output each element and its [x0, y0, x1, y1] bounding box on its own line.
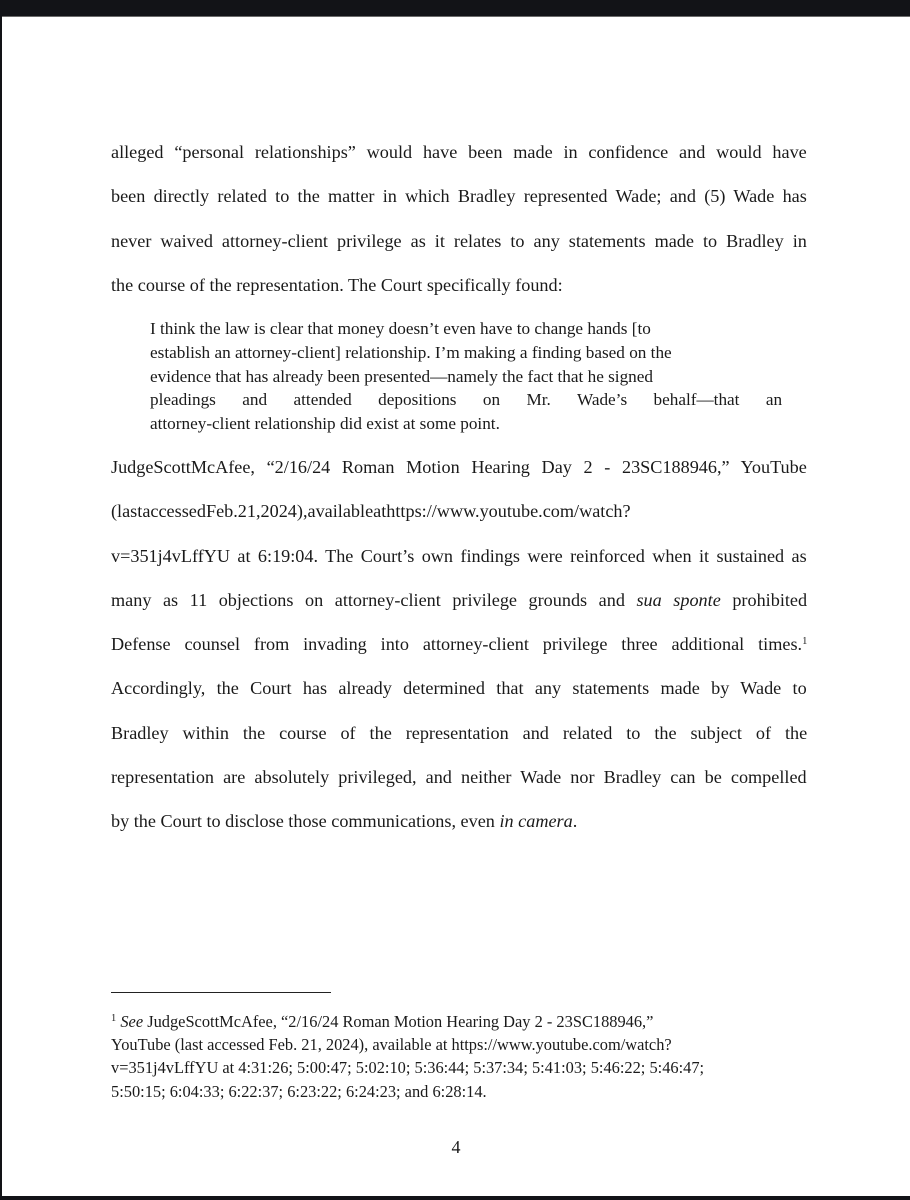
text-line-justified [111, 489, 807, 533]
text-line: alleged “personal relationships” would have been made in confidence and would have [111, 142, 807, 162]
word: 21, [237, 501, 261, 522]
text-run: by the Court to disclose those communications, even [111, 811, 500, 832]
text-line [111, 578, 807, 622]
word: at [373, 501, 387, 522]
word: available [307, 501, 374, 522]
block-quote [150, 317, 782, 436]
footnote-1 [111, 1010, 811, 1103]
footnote-signal: See [120, 1012, 144, 1031]
quote-line: pleadings and attended depositions on Mr. Wade’s behalf—that an [150, 390, 783, 410]
word: (last [111, 501, 143, 522]
text-line: the course of the representation. The Court specifically found: [111, 274, 563, 295]
word: https://www.youtube.com/watch? [386, 501, 631, 522]
text-line: representation are absolutely privileged, and neither Wade nor Bradley can be compelled [111, 767, 807, 788]
text-line: been directly related to the matter in which Bradley represented Wade; and (5) Wade has [111, 186, 807, 207]
footnote-line: 5:50:15; 6:04:33; 6:22:37; 6:23:22; 6:24:23; and 6:28:14. [111, 1081, 487, 1101]
word: Feb. [205, 501, 238, 522]
quote-line: establish an attorney-client] relationship. I’m making a finding based on the [150, 342, 672, 362]
text-line [111, 799, 807, 843]
text-run: prohibited [720, 589, 808, 610]
document-page [2, 16, 910, 1196]
paragraph-citation [111, 445, 807, 844]
quote-line: evidence that has already been presented—namely the fact that he signed [150, 366, 653, 386]
text-line [111, 622, 807, 666]
footnote-separator [111, 992, 331, 993]
footnote-number: 1 [111, 1013, 117, 1024]
word: 2024), [260, 501, 308, 522]
text-line: never waived attorney-client privilege as it relates to any statements made to Bradley in [111, 230, 807, 251]
paragraph-continued [111, 130, 807, 307]
footnote-line: v=351j4vLffYU at 4:31:26; 5:00:47; 5:02:10; 5:36:44; 5:37:34; 5:41:03; 5:46:22; 5:46:47; [111, 1058, 705, 1078]
footnote-line: YouTube (last accessed Feb. 21, 2024), available at https://www.youtube.com/watch? [111, 1035, 672, 1055]
footnote-line [111, 1010, 811, 1033]
text-line: Bradley within the course of the representation and related to the subject of the [111, 722, 808, 743]
text-line: v=351j4vLffYU at 6:19:04. The Court’s own findings were reinforced when it sustained as [111, 545, 807, 566]
word: accessed [142, 501, 206, 522]
page-number: 4 [451, 1137, 461, 1157]
quote-line: attorney-client relationship did exist at some point. [150, 414, 500, 434]
italic-term-in-camera: in camera [499, 811, 573, 832]
italic-term-sua-sponte: sua sponte [636, 589, 721, 610]
text-line: JudgeScottMcAfee, “2/16/24 Roman Motion Hearing Day 2 - 23SC188946,” YouTube [111, 457, 807, 477]
text-run: . [572, 811, 578, 832]
text-line: Accordingly, the Court has already determined that any statements made by Wade to [111, 678, 807, 699]
text-run: Defense counsel from invading into attorney-client privilege three additional times. [111, 634, 803, 655]
text-run: many as 11 objections on attorney-client privilege grounds and [111, 589, 637, 610]
quote-line: I think the law is clear that money doesn’t even have to change hands [to [150, 319, 651, 338]
footnote-reference[interactable]: 1 [802, 636, 808, 648]
text-run: JudgeScottMcAfee, “2/16/24 Roman Motion Hearing Day 2 - 23SC188946,” [143, 1012, 654, 1031]
